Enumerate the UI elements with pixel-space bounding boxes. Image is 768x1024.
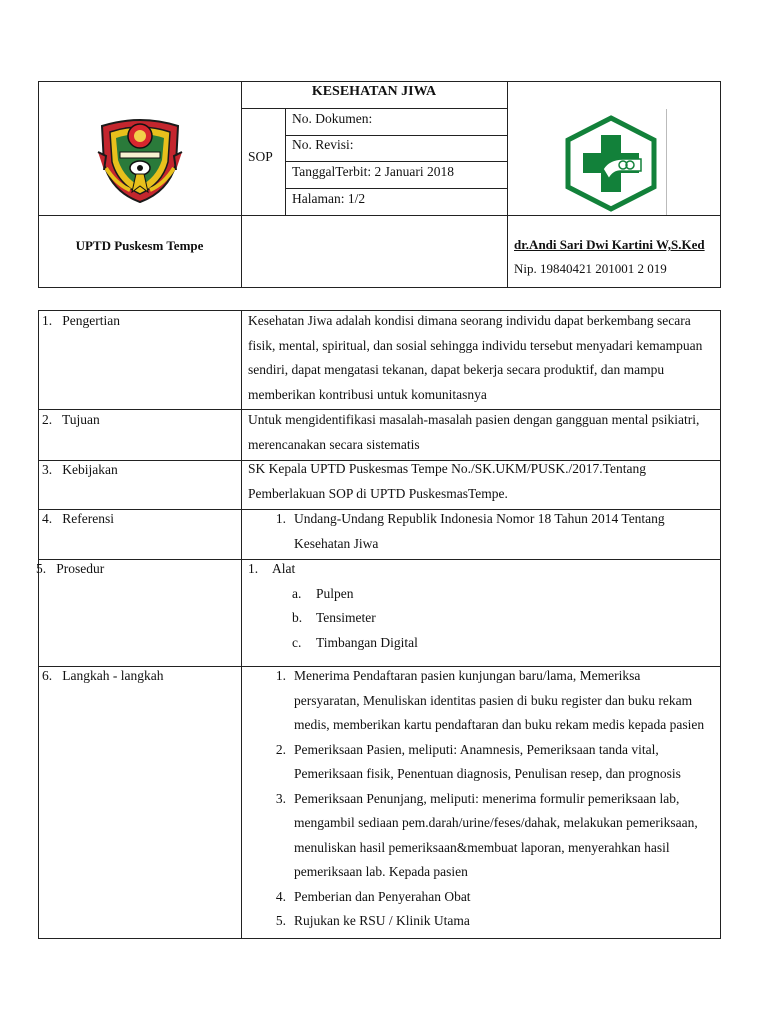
crest-icon	[96, 112, 184, 204]
body-line: Undang-Undang Republik Indonesia Nomor 18 Tahun 2014 Tentang	[294, 511, 665, 526]
list-number: 1.	[275, 668, 286, 683]
right-logo-edge	[666, 109, 667, 215]
section-body-kebijakan	[248, 457, 718, 506]
body-line: Pemberlakuan SOP di UPTD PuskesmasTempe.	[248, 485, 508, 501]
section-body-pengertian	[248, 309, 718, 407]
body-line: Pemberian dan Penyerahan Obat	[294, 888, 471, 904]
header-field-rule-1	[285, 135, 507, 136]
list-number: 1.	[275, 511, 286, 526]
field-no-revisi: No. Revisi:	[292, 137, 354, 152]
list-item	[264, 664, 719, 738]
list-item	[264, 909, 719, 934]
body-line: Untuk mengidentifikasi masalah-masalah pasien dengan gangguan mental psikiatri,	[248, 412, 700, 427]
body-line: Pemeriksaan fisik, Penentuan diagnosis, Penulisan resep, dan prognosis	[294, 766, 681, 781]
body-line: medis, memberikan kartu pendaftaran dan buku rekam medis kepada pasien	[294, 717, 705, 732]
list-number: 5.	[275, 913, 286, 928]
body-line: Kesehatan Jiwa adalah kondisi dimana seorang individu dapat berkembang secara	[248, 313, 691, 328]
puskesmas-cross-logo	[563, 115, 659, 212]
header-divider-1	[241, 81, 242, 288]
list-number: 2.	[275, 741, 286, 757]
section-label-langkah: 6. Langkah - langkah	[42, 668, 164, 683]
organization-name: UPTD Puskesm Tempe	[75, 238, 204, 253]
list-number: 1.	[248, 561, 259, 576]
field-halaman: Halaman: 1/2	[292, 191, 366, 206]
section-body-prosedur	[248, 557, 708, 655]
document-title: KESEHATAN JIWA	[311, 84, 437, 99]
body-line: menuliskan hasil pemeriksaan&membuat laporan, menyerahkan hasil	[294, 839, 670, 855]
section-label-tujuan: 2. Tujuan	[42, 412, 100, 427]
list-letter: a.	[292, 585, 302, 601]
header-mid-rule	[38, 215, 721, 216]
header-bottom-rule	[38, 287, 721, 288]
signer-name: dr.Andi Sari Dwi Kartini W,S.Ked	[514, 237, 705, 252]
body-line: SK Kepala UPTD Puskesmas Tempe No./SK.UKM/PUSK./2017.Tentang	[248, 461, 646, 476]
section-label-kebijakan: 3. Kebijakan	[42, 462, 118, 477]
list-number: 4.	[275, 888, 286, 904]
list-item	[264, 738, 719, 787]
section-label-prosedur: 5. Prosedur	[36, 561, 105, 576]
list-number: 3.	[275, 790, 286, 806]
body-line: memberikan kontribusi untuk komunitasnya	[248, 386, 487, 402]
header-field-rule-3	[285, 188, 507, 189]
list-item	[264, 787, 719, 885]
section-label-pengertian: 1. Pengertian	[42, 313, 120, 328]
prosedur-heading: Alat	[272, 561, 296, 576]
body-line: Menerima Pendaftaran pasien kunjungan baru/lama, Memeriksa	[294, 668, 641, 683]
list-letter: c.	[292, 634, 302, 650]
prosedur-item: Pulpen	[316, 585, 354, 601]
header-field-rule-2	[285, 161, 507, 162]
body-line: fisik, mental, spiritual, dan sosial sehingga individu tersebut menyadari kemampuan	[248, 337, 703, 353]
body-line: Pemeriksaan Penunjang, meliputi: menerima formulir pemeriksaan lab,	[294, 790, 680, 806]
body-line: Pemeriksaan Pasien, meliputi: Anamnesis, Pemeriksaan tanda vital,	[294, 741, 659, 757]
body-line: Kesehatan Jiwa	[294, 535, 379, 551]
signer-nip: Nip. 19840421 201001 2 019	[514, 261, 667, 276]
regency-crest-logo	[96, 112, 184, 204]
body-line: merencanakan secara sistematis	[248, 436, 420, 452]
puskesmas-icon	[563, 115, 659, 212]
content-column-divider	[241, 310, 242, 939]
section-body-langkah	[264, 664, 719, 934]
section-body-referensi	[264, 507, 714, 556]
section-body-tujuan	[248, 408, 718, 457]
body-line: pemeriksaan lab. Kepada pasien	[294, 864, 468, 879]
body-line: persyaratan, Menuliskan identitas pasien di buku register dan buku rekam	[294, 692, 693, 708]
field-no-dokumen: No. Dokumen:	[292, 111, 373, 126]
body-line: mengambil sediaan pem.darah/urine/feses/dahak, melakukan pemeriksaan,	[294, 815, 698, 830]
list-letter: b.	[292, 610, 303, 625]
header-divider-2	[507, 81, 508, 287]
header-title-rule	[241, 108, 507, 109]
prosedur-item: Timbangan Digital	[316, 634, 418, 650]
body-line: Rujukan ke RSU / Klinik Utama	[294, 913, 470, 928]
list-item	[264, 885, 719, 910]
body-line: sendiri, dapat mengatasi tekanan, dapat bekerja secara produktif, dan mampu	[248, 362, 665, 377]
prosedur-item: Tensimeter	[316, 610, 376, 625]
sop-label: SOP	[248, 149, 273, 164]
section-label-referensi: 4. Referensi	[42, 511, 114, 526]
field-tanggal-terbit: TanggalTerbit: 2 Januari 2018	[292, 164, 454, 179]
